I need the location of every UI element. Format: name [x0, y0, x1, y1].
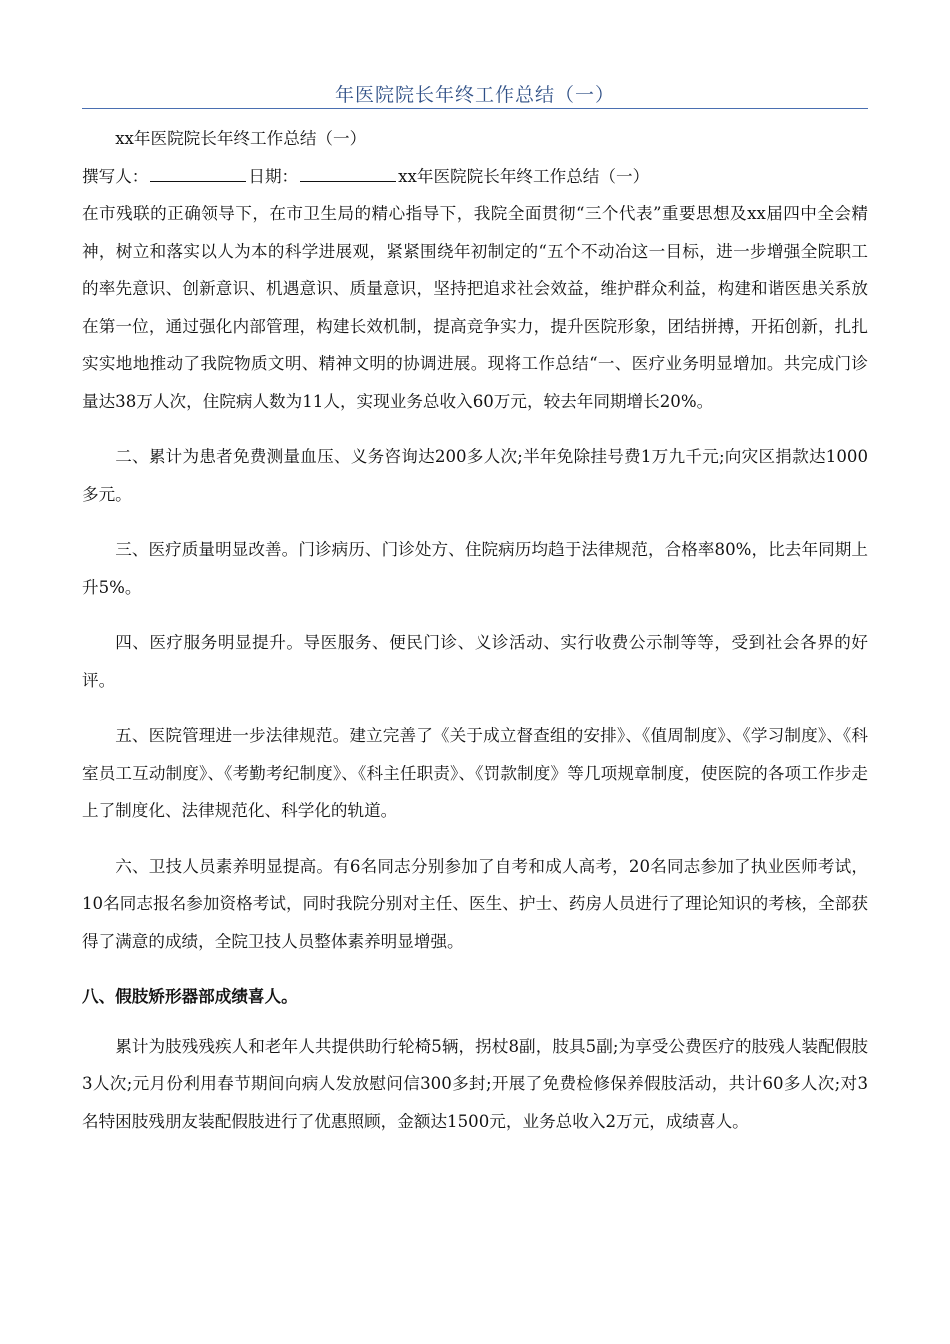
paragraph-2: 二、累计为患者免费测量血压、义务咨询达200多人次;半年免除挂号费1万九千元;向灾区捐款达1000多元。 [82, 447, 868, 504]
date-suffix: xx年医院院长年终工作总结（一） [398, 166, 650, 186]
paragraph-3: 三、医疗质量明显改善。门诊病历、门诊处方、住院病历均趋于法律规范，合格率80%，比去年同期上升5%。 [82, 540, 868, 597]
section-heading-8: 八、假肢矫形器部成绩喜人。 [82, 986, 298, 1006]
doc-subtitle: xx年医院院长年终工作总结（一） [115, 129, 367, 148]
author-label: 撰写人： [82, 166, 149, 186]
paragraph-4: 四、医疗服务明显提升。导医服务、便民门诊、义诊活动、实行收费公示制等等，受到社会各界的好评。 [82, 633, 868, 690]
author-date-line [82, 158, 868, 196]
paragraph-5: 五、医院管理进一步法律规范。建立完善了《关于成立督查组的安排》、《值周制度》、《学习制度》、《科室员工互动制度》、《考勤考纪制度》、《科主任职责》、《罚款制度》等几项规章制度，使医院的各项工作步走上了制度化、法律规范化、科学化的轨道。 [82, 726, 868, 820]
intro-paragraph: 在市残联的正确领导下，在市卫生局的精心指导下，我院全面贯彻“三个代表”重要思想及xx届四中全会精神，树立和落实以人为本的科学进展观，紧紧围绕年初制定的“五个不动冶这一目标，进一步增强全院职工的率先意识、创新意识、机遇意识、质量意识，坚持把追求社会效益，维护群众利益，构建和谐医患关系放在第一位，通过强化内部管理，构建长效机制，提高竞争实力，提升医院形象，团结拼搏，开拓创新，扎扎实实地地推动了我院物质文明、精神文明的协调进展。现将工作总结“一、医疗业务明显增加。共完成门诊量达38万人次，住院病人数为11人，实现业务总收入60万元，较去年同期增长20%。 [82, 204, 868, 411]
author-blank [150, 165, 246, 182]
paragraph-6: 六、卫技人员素养明显提高。有6名同志分别参加了自考和成人高考，20名同志参加了执业医师考试，10名同志报名参加资格考试，同时我院分别对主任、医生、护士、药房人员进行了理论知识的考核，全部获得了满意的成绩，全院卫技人员整体素养明显增强。 [82, 856, 868, 951]
paragraph-8: 累计为肢残残疾人和老年人共提供助行轮椅5辆，拐杖8副，肢具5副;为享受公费医疗的肢残人装配假肢3人次;元月份利用春节期间向病人发放慰问信300多封;开展了免费检修保养假肢活动，共计60多人次;对3名特困肢残朋友装配假肢进行了优惠照顾，金额达1500元，业务总收入2万元，成绩喜人。 [82, 1036, 868, 1131]
header-title: 年医院院长年终工作总结（一） [334, 84, 615, 106]
header-divider [82, 108, 868, 109]
date-label: 日期： [248, 166, 299, 186]
date-blank [300, 165, 396, 182]
document-body [82, 120, 868, 1140]
